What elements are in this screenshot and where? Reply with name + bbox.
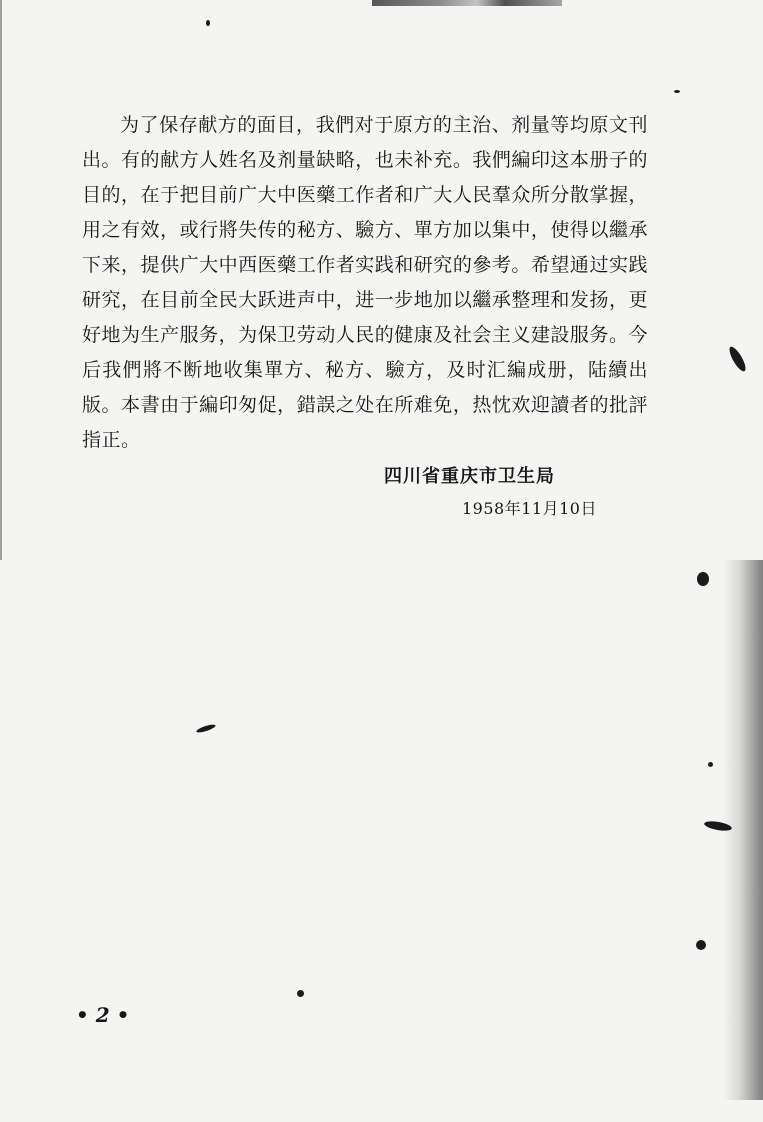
page-number: • 2 • [76,1003,130,1027]
scan-artifact-top [372,0,562,6]
scan-speck [297,990,304,997]
scan-speck [674,90,680,93]
scan-speck [708,762,713,767]
scan-speck [196,723,217,734]
scan-speck [697,572,709,586]
scan-speck [206,20,210,26]
scan-artifact-left-edge [0,0,2,560]
scan-speck [727,345,749,374]
preface-paragraph: 为了保存献方的面目，我們对于原方的主治、剂量等均原文刊出。有的献方人姓名及剂量缺略，也未补充。我們編印这本册子的目的，在于把目前广大中医藥工作者和广大人民羣众所分散掌握，用之有效，或行將失传的秘方、驗方、單方加以集中，使得以繼承下来，提供广大中西医藥工作者实践和研究的參考。希望通过实践研究，在目前全民大跃进声中，进一步地加以繼承整理和发扬，更好地为生产服务，为保卫劳动人民的健康及社会主义建設服务。今后我們將不断地收集單方、秘方、驗方，及时汇編成册，陆續出版。本書由于編印匆促，錯誤之处在所难免，热忱欢迎讀者的批評指正。 [82,114,648,451]
issuer-signature: 四川省重庆市卫生局 [384,466,555,487]
issue-date: 1958年11月10日 [462,499,597,518]
scan-speck [696,940,706,950]
